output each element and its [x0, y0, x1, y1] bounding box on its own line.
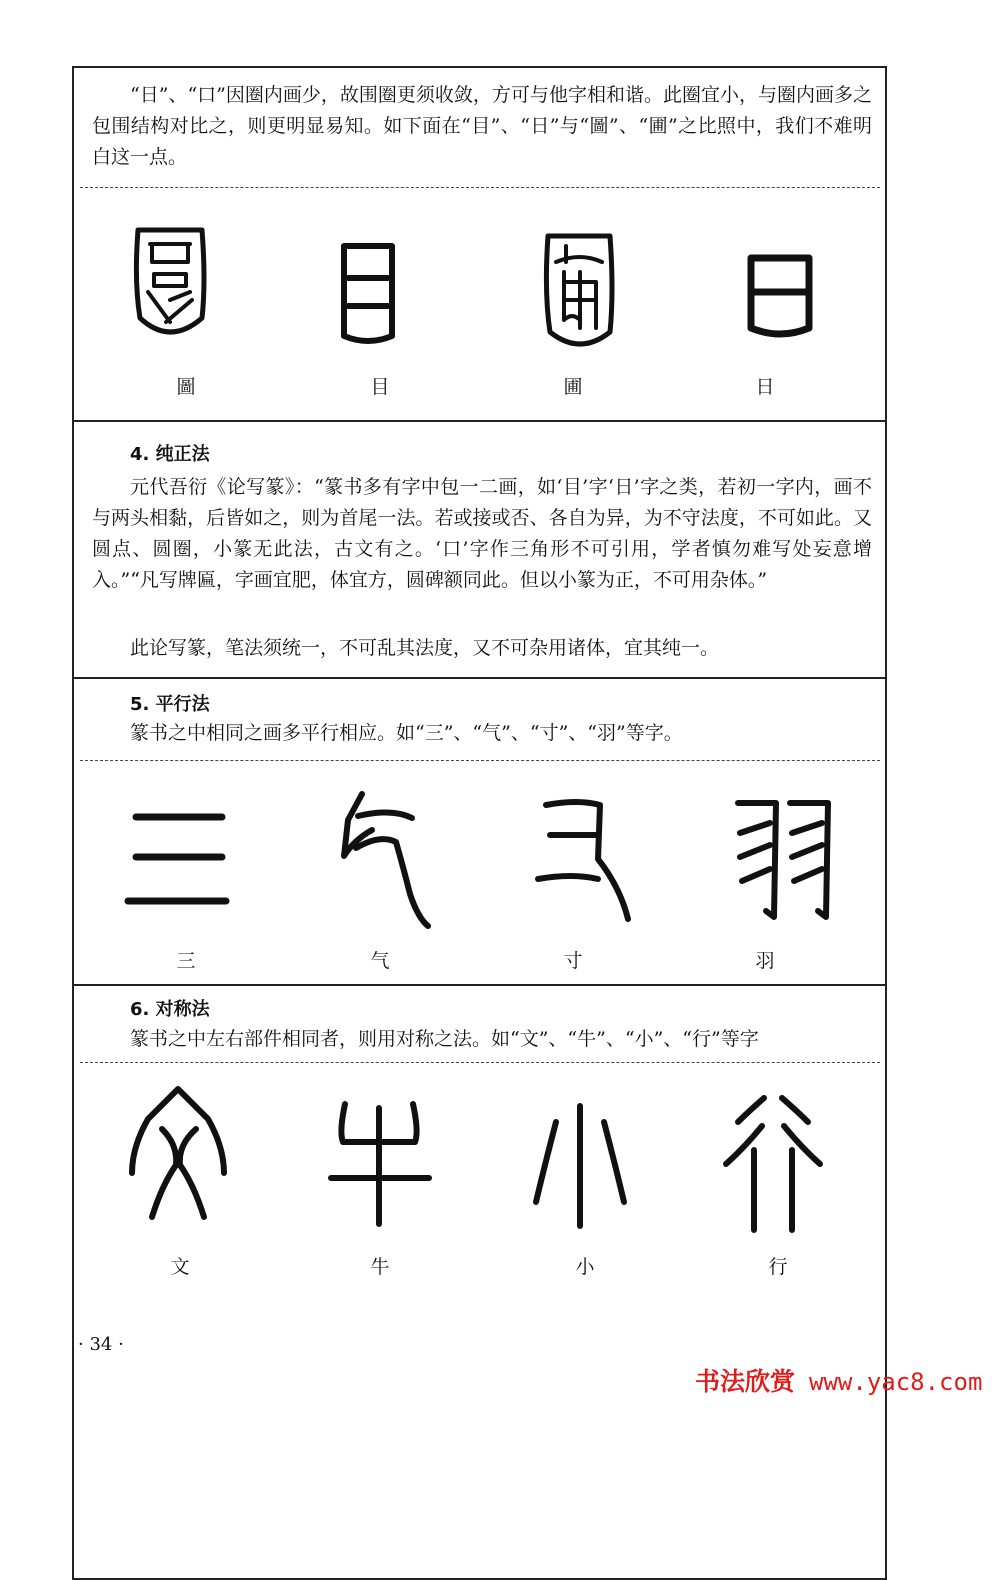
dashed-divider [80, 760, 880, 761]
section-4-quote: 元代吾衍《论写篆》：“篆书多有字中包一二画，如‘目’字‘日’字之类，若初一字内，画不与两头相黏，后皆如之，则为首尾一法。若或接或否、各自为异，为不守法度，不可如此。又圆点、圆圈，小篆无此法，古文有之。‘口’字作三角形不可引用，学者慎勿难写处妄意增入。”“凡写牌匾，字画宜肥，体宜方，圆碑额同此。但以小篆为正，不可用杂体。” [92, 476, 872, 591]
caption-pu: 圃 [563, 376, 583, 398]
seal-glyph-mu [338, 238, 398, 348]
section-5-text: 篆书之中相同之画多平行相应。如“三”、“气”、“寸”、“羽”等字。 [130, 722, 683, 744]
section-4-heading: 4. 纯正法 [130, 444, 210, 465]
caption-xing: 行 [768, 1256, 788, 1278]
seal-glyph-yu [730, 795, 840, 925]
dashed-divider [80, 1062, 880, 1063]
section-4-note: 此论写篆，笔法须统一，不可乱其法度，又不可杂用诸体，宜其纯一。 [130, 637, 720, 659]
seal-glyph-tu [130, 222, 210, 342]
section-divider [72, 420, 887, 422]
caption-wen: 文 [170, 1256, 190, 1278]
caption-ri: 日 [755, 376, 775, 398]
seal-glyph-xiao [530, 1102, 630, 1232]
caption-san: 三 [176, 950, 196, 972]
seal-glyph-wen [122, 1085, 232, 1225]
section-5-heading: 5. 平行法 [130, 694, 210, 715]
caption-xiao: 小 [575, 1256, 595, 1278]
seal-glyph-ri [745, 252, 815, 342]
seal-glyph-pu [540, 228, 618, 353]
caption-niu: 牛 [370, 1256, 390, 1278]
seal-glyph-cun [528, 795, 638, 925]
caption-cun: 寸 [563, 950, 583, 972]
seal-glyph-niu [325, 1098, 435, 1228]
caption-qi: 气 [370, 950, 390, 972]
seal-glyph-san [122, 805, 232, 915]
watermark-url: www.yac8.com [809, 1368, 983, 1396]
watermark-text: 书法欣赏 [695, 1367, 796, 1396]
caption-yu: 羽 [755, 950, 775, 972]
section-6-text: 篆书之中左右部件相同者，则用对称之法。如“文”、“牛”、“小”、“行”等字 [130, 1028, 759, 1050]
section-divider [72, 677, 887, 679]
intro-paragraph: “日”、“口”因圈内画少，故围圈更须收敛，方可与他字相和谐。此圈宜小，与圈内画多之包围结构对比之，则更明显易知。如下面在“目”、“日”与“圖”、“圃”之比照中，我们不难明白这一点。 [92, 84, 872, 168]
watermark [695, 1362, 982, 1398]
section-divider [72, 984, 887, 986]
page-number: · 34 · [78, 1334, 124, 1355]
dashed-divider [80, 187, 880, 188]
seal-glyph-xing [718, 1092, 828, 1232]
caption-tu: 圖 [176, 376, 196, 398]
caption-mu: 目 [370, 376, 390, 398]
seal-glyph-qi [322, 790, 432, 930]
section-6-heading: 6. 对称法 [130, 999, 210, 1020]
